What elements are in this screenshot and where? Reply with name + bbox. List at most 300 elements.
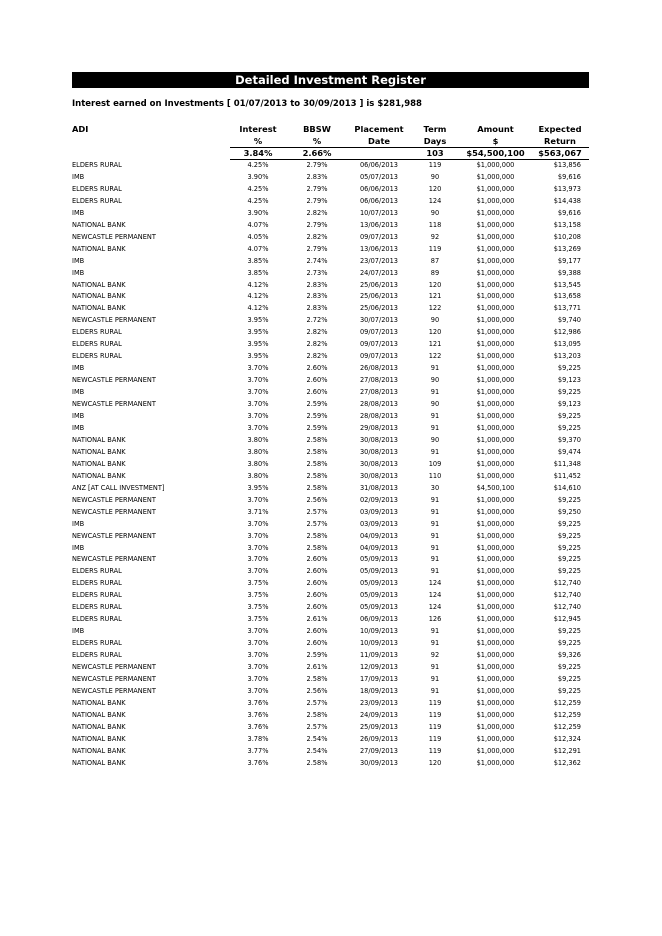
row-term: 91 xyxy=(430,495,440,504)
row-bbsw: 2.58% xyxy=(306,435,328,444)
summary-interest: 3.84% xyxy=(230,148,286,160)
row-placement-date: 10/09/2013 xyxy=(359,639,398,648)
row-interest: 4.12% xyxy=(247,280,269,289)
row-expected-return: $12,740 xyxy=(553,603,581,612)
row-adi: NEWCASTLE PERMANENT xyxy=(72,555,156,564)
row-interest: 3.70% xyxy=(247,627,269,636)
row-interest: 3.80% xyxy=(247,459,269,468)
row-expected-return: $9,388 xyxy=(557,268,581,277)
row-bbsw: 2.83% xyxy=(306,292,328,301)
row-term: 126 xyxy=(428,615,442,624)
row-expected-return: $11,452 xyxy=(553,471,581,480)
row-bbsw: 2.60% xyxy=(306,376,328,385)
row-expected-return: $9,225 xyxy=(557,567,581,576)
row-interest: 4.07% xyxy=(247,220,269,229)
row-placement-date: 13/06/2013 xyxy=(359,220,398,229)
row-amount: $1,000,000 xyxy=(476,400,515,409)
row-term: 120 xyxy=(428,184,442,193)
row-expected-return: $12,986 xyxy=(553,328,581,337)
table-row xyxy=(72,471,589,483)
row-bbsw: 2.58% xyxy=(306,459,328,468)
row-amount: $1,000,000 xyxy=(476,686,515,695)
row-adi: NATIONAL BANK xyxy=(72,698,126,707)
table-row xyxy=(72,674,589,686)
row-amount: $1,000,000 xyxy=(476,627,515,636)
row-term: 91 xyxy=(430,519,440,528)
row-amount: $1,000,000 xyxy=(476,220,515,229)
row-term: 119 xyxy=(428,244,442,253)
row-interest: 3.70% xyxy=(247,495,269,504)
row-placement-date: 23/09/2013 xyxy=(359,698,398,707)
row-expected-return: $9,474 xyxy=(557,447,581,456)
row-expected-return: $9,225 xyxy=(557,663,581,672)
row-placement-date: 06/09/2013 xyxy=(359,615,398,624)
row-adi: ELDERS RURAL xyxy=(72,615,122,624)
row-placement-date: 05/09/2013 xyxy=(359,591,398,600)
table-row xyxy=(72,495,589,507)
row-expected-return: $9,370 xyxy=(557,435,581,444)
row-amount: $1,000,000 xyxy=(476,579,515,588)
row-interest: 3.76% xyxy=(247,722,269,731)
row-adi: NEWCASTLE PERMANENT xyxy=(72,686,156,695)
table-row xyxy=(72,244,589,256)
row-term: 92 xyxy=(430,651,440,660)
row-expected-return: $9,225 xyxy=(557,555,581,564)
row-bbsw: 2.79% xyxy=(306,161,328,169)
row-expected-return: $11,348 xyxy=(553,459,581,468)
row-amount: $1,000,000 xyxy=(476,435,515,444)
table-row xyxy=(72,459,589,471)
table-row xyxy=(72,531,589,543)
row-placement-date: 31/08/2013 xyxy=(359,483,398,492)
row-expected-return: $9,225 xyxy=(557,364,581,373)
row-placement-date: 17/09/2013 xyxy=(359,674,398,683)
row-expected-return: $9,123 xyxy=(557,400,581,409)
row-term: 119 xyxy=(428,734,442,743)
row-amount: $1,000,000 xyxy=(476,340,515,349)
table-row xyxy=(72,483,589,495)
header-placement: Placement xyxy=(354,124,404,134)
row-placement-date: 25/06/2013 xyxy=(359,292,398,301)
row-term: 90 xyxy=(430,400,440,409)
register-rows xyxy=(72,160,589,770)
table-row xyxy=(72,280,589,292)
row-interest: 3.71% xyxy=(247,507,269,516)
row-amount: $1,000,000 xyxy=(476,316,515,325)
row-term: 91 xyxy=(430,412,440,421)
interest-summary-amount: $281,988 xyxy=(377,99,422,109)
row-bbsw: 2.58% xyxy=(306,674,328,683)
row-interest: 3.80% xyxy=(247,447,269,456)
table-row xyxy=(72,566,589,578)
row-adi: NATIONAL BANK xyxy=(72,471,126,480)
header-interest: Interest xyxy=(239,124,277,134)
row-interest: 3.70% xyxy=(247,567,269,576)
row-adi: ANZ [AT CALL INVESTMENT] xyxy=(72,483,165,492)
header-amount-unit: $ xyxy=(492,135,499,146)
row-expected-return: $12,740 xyxy=(553,591,581,600)
row-interest: 3.70% xyxy=(247,412,269,421)
header-adi: ADI xyxy=(72,124,89,134)
row-adi: ELDERS RURAL xyxy=(72,651,122,660)
row-term: 91 xyxy=(430,447,440,456)
row-interest: 4.07% xyxy=(247,244,269,253)
row-bbsw: 2.60% xyxy=(306,567,328,576)
row-adi: NATIONAL BANK xyxy=(72,758,126,767)
row-interest: 4.05% xyxy=(247,232,269,241)
row-interest: 3.76% xyxy=(247,758,269,767)
row-term: 119 xyxy=(428,161,442,169)
row-adi: IMB xyxy=(72,388,85,397)
row-amount: $1,000,000 xyxy=(476,459,515,468)
row-placement-date: 06/06/2013 xyxy=(359,161,398,169)
row-expected-return: $9,225 xyxy=(557,519,581,528)
table-row xyxy=(72,662,589,674)
row-adi: NATIONAL BANK xyxy=(72,220,126,229)
row-amount: $1,000,000 xyxy=(476,555,515,564)
row-placement-date: 26/09/2013 xyxy=(359,734,398,743)
row-term: 91 xyxy=(430,531,440,540)
table-row xyxy=(72,626,589,638)
row-placement-date: 05/09/2013 xyxy=(359,603,398,612)
row-term: 124 xyxy=(428,579,442,588)
row-interest: 3.95% xyxy=(247,483,269,492)
row-placement-date: 02/09/2013 xyxy=(359,495,398,504)
row-adi: NATIONAL BANK xyxy=(72,244,126,253)
row-term: 91 xyxy=(430,555,440,564)
row-adi: IMB xyxy=(72,268,85,277)
row-term: 110 xyxy=(428,471,442,480)
table-row xyxy=(72,722,589,734)
row-amount: $1,000,000 xyxy=(476,674,515,683)
row-placement-date: 28/08/2013 xyxy=(359,400,398,409)
row-bbsw: 2.82% xyxy=(306,352,328,361)
row-expected-return: $9,326 xyxy=(557,651,581,660)
row-amount: $1,000,000 xyxy=(476,507,515,516)
row-amount: $1,000,000 xyxy=(476,746,515,755)
summary-term: 103 xyxy=(410,148,460,160)
row-bbsw: 2.61% xyxy=(306,663,328,672)
row-interest: 3.77% xyxy=(247,746,269,755)
table-row xyxy=(72,746,589,758)
row-placement-date: 23/07/2013 xyxy=(359,256,398,265)
row-term: 90 xyxy=(430,208,440,217)
row-interest: 3.70% xyxy=(247,651,269,660)
row-interest: 3.90% xyxy=(247,208,269,217)
table-row xyxy=(72,650,589,662)
row-placement-date: 27/09/2013 xyxy=(359,746,398,755)
row-expected-return: $12,259 xyxy=(553,698,581,707)
row-bbsw: 2.60% xyxy=(306,579,328,588)
row-interest: 3.70% xyxy=(247,376,269,385)
row-expected-return: $12,291 xyxy=(553,746,581,755)
row-expected-return: $12,740 xyxy=(553,579,581,588)
row-placement-date: 06/06/2013 xyxy=(359,184,398,193)
row-expected-return: $13,269 xyxy=(553,244,581,253)
row-bbsw: 2.61% xyxy=(306,615,328,624)
row-bbsw: 2.58% xyxy=(306,710,328,719)
header-interest-unit: % xyxy=(253,135,263,146)
row-interest: 3.70% xyxy=(247,555,269,564)
table-row xyxy=(72,590,589,602)
row-expected-return: $13,203 xyxy=(553,352,581,361)
row-term: 91 xyxy=(430,686,440,695)
row-interest: 3.80% xyxy=(247,471,269,480)
row-amount: $1,000,000 xyxy=(476,328,515,337)
row-placement-date: 30/08/2013 xyxy=(359,435,398,444)
row-term: 122 xyxy=(428,352,442,361)
row-interest: 3.75% xyxy=(247,591,269,600)
table-row xyxy=(72,387,589,399)
row-expected-return: $9,177 xyxy=(557,256,581,265)
row-term: 121 xyxy=(428,292,442,301)
row-bbsw: 2.56% xyxy=(306,686,328,695)
table-row xyxy=(72,399,589,411)
row-interest: 3.85% xyxy=(247,268,269,277)
row-amount: $1,000,000 xyxy=(476,184,515,193)
table-row xyxy=(72,303,589,315)
row-adi: NEWCASTLE PERMANENT xyxy=(72,663,156,672)
row-expected-return: $13,545 xyxy=(553,280,581,289)
row-adi: NEWCASTLE PERMANENT xyxy=(72,400,156,409)
row-adi: NATIONAL BANK xyxy=(72,459,126,468)
row-adi: ELDERS RURAL xyxy=(72,639,122,648)
row-bbsw: 2.59% xyxy=(306,423,328,432)
table-row xyxy=(72,758,589,770)
investment-register-table xyxy=(72,124,589,770)
row-amount: $1,000,000 xyxy=(476,663,515,672)
row-amount: $1,000,000 xyxy=(476,651,515,660)
row-expected-return: $9,123 xyxy=(557,376,581,385)
row-adi: ELDERS RURAL xyxy=(72,340,122,349)
row-adi: ELDERS RURAL xyxy=(72,567,122,576)
row-amount: $1,000,000 xyxy=(476,256,515,265)
interest-summary-text: Interest earned on Investments [ 01/07/2013 to 30/09/2013 ] is xyxy=(72,99,375,109)
row-bbsw: 2.58% xyxy=(306,483,328,492)
table-row xyxy=(72,160,589,172)
row-amount: $1,000,000 xyxy=(476,519,515,528)
row-placement-date: 04/09/2013 xyxy=(359,531,398,540)
row-bbsw: 2.73% xyxy=(306,268,328,277)
table-row xyxy=(72,208,589,220)
row-expected-return: $9,225 xyxy=(557,686,581,695)
table-row xyxy=(72,351,589,363)
row-bbsw: 2.58% xyxy=(306,758,328,767)
row-adi: ELDERS RURAL xyxy=(72,579,122,588)
table-row xyxy=(72,268,589,280)
row-interest: 3.70% xyxy=(247,519,269,528)
row-term: 120 xyxy=(428,758,442,767)
row-interest: 3.70% xyxy=(247,388,269,397)
row-amount: $1,000,000 xyxy=(476,232,515,241)
row-adi: ELDERS RURAL xyxy=(72,184,122,193)
row-interest: 3.70% xyxy=(247,639,269,648)
table-row xyxy=(72,315,589,327)
row-placement-date: 03/09/2013 xyxy=(359,519,398,528)
row-placement-date: 11/09/2013 xyxy=(359,651,398,660)
row-expected-return: $9,616 xyxy=(557,172,581,181)
row-amount: $1,000,000 xyxy=(476,376,515,385)
row-term: 119 xyxy=(428,722,442,731)
row-term: 124 xyxy=(428,591,442,600)
row-adi: IMB xyxy=(72,412,85,421)
row-placement-date: 05/09/2013 xyxy=(359,579,398,588)
row-interest: 3.76% xyxy=(247,710,269,719)
row-placement-date: 05/07/2013 xyxy=(359,172,398,181)
row-placement-date: 27/08/2013 xyxy=(359,388,398,397)
row-placement-date: 30/07/2013 xyxy=(359,316,398,325)
row-term: 91 xyxy=(430,543,440,552)
row-adi: NEWCASTLE PERMANENT xyxy=(72,531,156,540)
row-amount: $1,000,000 xyxy=(476,615,515,624)
row-bbsw: 2.54% xyxy=(306,734,328,743)
row-expected-return: $9,225 xyxy=(557,674,581,683)
row-term: 122 xyxy=(428,304,442,313)
row-interest: 4.12% xyxy=(247,292,269,301)
row-adi: IMB xyxy=(72,543,85,552)
row-term: 120 xyxy=(428,328,442,337)
row-expected-return: $13,095 xyxy=(553,340,581,349)
row-bbsw: 2.58% xyxy=(306,471,328,480)
row-interest: 3.70% xyxy=(247,364,269,373)
table-row xyxy=(72,172,589,184)
row-expected-return: $12,259 xyxy=(553,710,581,719)
row-expected-return: $13,658 xyxy=(553,292,581,301)
page-title: Detailed Investment Register xyxy=(72,72,589,88)
row-interest: 3.76% xyxy=(247,698,269,707)
row-expected-return: $9,250 xyxy=(557,507,581,516)
row-term: 91 xyxy=(430,663,440,672)
row-term: 120 xyxy=(428,280,442,289)
header-term: Term xyxy=(423,124,447,134)
row-amount: $1,000,000 xyxy=(476,208,515,217)
row-term: 91 xyxy=(430,639,440,648)
row-bbsw: 2.82% xyxy=(306,328,328,337)
row-interest: 3.70% xyxy=(247,543,269,552)
table-row xyxy=(72,543,589,555)
row-amount: $1,000,000 xyxy=(476,412,515,421)
row-placement-date: 25/09/2013 xyxy=(359,722,398,731)
table-row xyxy=(72,423,589,435)
table-row xyxy=(72,339,589,351)
row-term: 91 xyxy=(430,388,440,397)
table-row xyxy=(72,602,589,614)
row-interest: 4.25% xyxy=(247,196,269,205)
row-expected-return: $12,324 xyxy=(553,734,581,743)
row-expected-return: $9,740 xyxy=(557,316,581,325)
row-bbsw: 2.58% xyxy=(306,531,328,540)
row-adi: NATIONAL BANK xyxy=(72,746,126,755)
row-amount: $1,000,000 xyxy=(476,758,515,767)
row-interest: 3.70% xyxy=(247,423,269,432)
row-expected-return: $9,225 xyxy=(557,412,581,421)
row-interest: 3.90% xyxy=(247,172,269,181)
row-adi: ELDERS RURAL xyxy=(72,591,122,600)
table-row xyxy=(72,435,589,447)
row-amount: $1,000,000 xyxy=(476,447,515,456)
row-term: 124 xyxy=(428,603,442,612)
summary-placement xyxy=(348,148,410,160)
row-term: 121 xyxy=(428,340,442,349)
row-amount: $1,000,000 xyxy=(476,423,515,432)
row-bbsw: 2.60% xyxy=(306,555,328,564)
row-interest: 3.95% xyxy=(247,316,269,325)
header-expected-sub: Return xyxy=(544,135,576,146)
table-row xyxy=(72,519,589,531)
row-placement-date: 30/08/2013 xyxy=(359,459,398,468)
row-term: 119 xyxy=(428,698,442,707)
row-expected-return: $13,771 xyxy=(553,304,581,313)
row-adi: NATIONAL BANK xyxy=(72,292,126,301)
row-term: 90 xyxy=(430,172,440,181)
row-interest: 3.75% xyxy=(247,615,269,624)
row-adi: NATIONAL BANK xyxy=(72,734,126,743)
row-interest: 3.70% xyxy=(247,674,269,683)
row-term: 91 xyxy=(430,423,440,432)
row-term: 91 xyxy=(430,364,440,373)
table-row xyxy=(72,447,589,459)
row-interest: 3.75% xyxy=(247,579,269,588)
row-expected-return: $9,225 xyxy=(557,627,581,636)
row-bbsw: 2.60% xyxy=(306,639,328,648)
row-bbsw: 2.58% xyxy=(306,447,328,456)
row-term: 90 xyxy=(430,435,440,444)
row-expected-return: $13,973 xyxy=(553,184,581,193)
row-expected-return: $9,616 xyxy=(557,208,581,217)
row-amount: $1,000,000 xyxy=(476,591,515,600)
table-row xyxy=(72,614,589,626)
row-amount: $1,000,000 xyxy=(476,698,515,707)
summary-bbsw: 2.66% xyxy=(286,148,348,160)
table-row xyxy=(72,220,589,232)
row-placement-date: 13/06/2013 xyxy=(359,244,398,253)
row-bbsw: 2.54% xyxy=(306,746,328,755)
row-term: 109 xyxy=(428,459,442,468)
header-bbsw-unit: % xyxy=(312,135,322,146)
row-bbsw: 2.56% xyxy=(306,495,328,504)
row-placement-date: 05/09/2013 xyxy=(359,567,398,576)
row-interest: 4.12% xyxy=(247,304,269,313)
header-amount: Amount xyxy=(477,124,514,134)
row-adi: NATIONAL BANK xyxy=(72,280,126,289)
table-row xyxy=(72,686,589,698)
row-amount: $1,000,000 xyxy=(476,244,515,253)
row-amount: $1,000,000 xyxy=(476,471,515,480)
table-row xyxy=(72,327,589,339)
row-bbsw: 2.82% xyxy=(306,232,328,241)
row-bbsw: 2.60% xyxy=(306,364,328,373)
row-term: 124 xyxy=(428,196,442,205)
row-amount: $1,000,000 xyxy=(476,172,515,181)
row-term: 119 xyxy=(428,746,442,755)
row-amount: $1,000,000 xyxy=(476,722,515,731)
row-term: 89 xyxy=(430,268,440,277)
row-adi: NATIONAL BANK xyxy=(72,722,126,731)
row-amount: $1,000,000 xyxy=(476,196,515,205)
row-placement-date: 04/09/2013 xyxy=(359,543,398,552)
row-bbsw: 2.59% xyxy=(306,651,328,660)
row-adi: NATIONAL BANK xyxy=(72,304,126,313)
row-term: 90 xyxy=(430,316,440,325)
row-bbsw: 2.82% xyxy=(306,340,328,349)
row-bbsw: 2.72% xyxy=(306,316,328,325)
row-placement-date: 28/08/2013 xyxy=(359,412,398,421)
row-interest: 3.70% xyxy=(247,400,269,409)
row-term: 118 xyxy=(428,220,442,229)
row-adi: NEWCASTLE PERMANENT xyxy=(72,674,156,683)
row-bbsw: 2.74% xyxy=(306,256,328,265)
row-bbsw: 2.57% xyxy=(306,698,328,707)
